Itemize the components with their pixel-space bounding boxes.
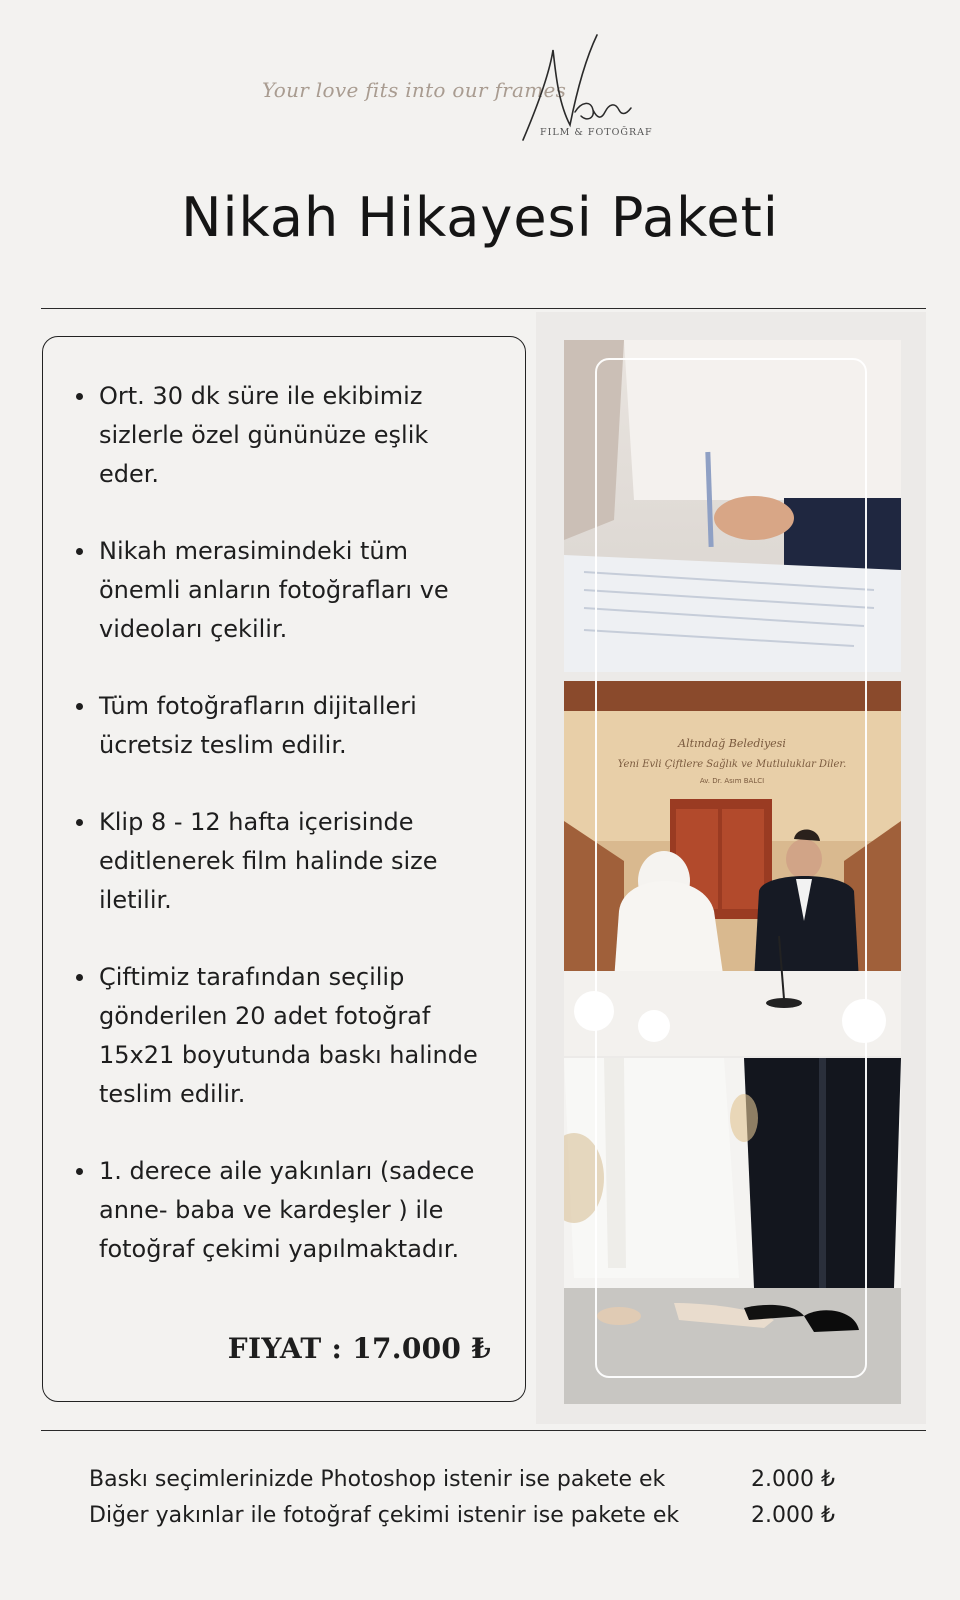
hall-sign-text: Yeni Evli Çiftlere Sağlık ve Mutluluklar Diler. <box>617 759 847 770</box>
addon-row <box>89 1462 889 1498</box>
bullet-icon <box>76 1168 83 1175</box>
addon-description: Diğer yakınlar ile fotoğraf çekimi istenir ise pakete ek <box>89 1503 680 1528</box>
feature-text: Tüm fotoğrafların dijitalleri ücretsiz teslim edilir. <box>99 692 417 759</box>
feature-text: Klip 8 - 12 hafta içerisinde editlenerek film halinde size iletilir. <box>99 808 438 914</box>
bullet-icon <box>76 393 83 400</box>
addon-price: 2.000 ₺ <box>751 1503 835 1528</box>
page-title: Nikah Hikayesi Paketi <box>181 186 779 249</box>
bullet-icon <box>76 819 83 826</box>
feature-item <box>43 803 525 920</box>
hall-sign-text: Av. Dr. Asım BALCI <box>699 777 765 785</box>
feature-item <box>43 377 525 494</box>
brand-logo-subtitle: FILM & FOTOĞRAF <box>540 127 653 138</box>
brand-tagline: Your love fits into our frames <box>262 78 567 102</box>
feature-text: Çiftimiz tarafından seçilip gönderilen 20 adet fotoğraf 15x21 boyutunda baskı halinde teslim edilir. <box>99 963 478 1108</box>
decorative-frame <box>595 358 867 1378</box>
feature-item <box>43 1152 525 1269</box>
hall-sign-text: Altındağ Belediyesi <box>678 737 786 750</box>
bullet-icon <box>76 974 83 981</box>
addon-row <box>89 1498 889 1534</box>
top-divider <box>41 308 926 309</box>
feature-item <box>43 687 525 765</box>
feature-item <box>43 532 525 649</box>
feature-list <box>43 377 525 1307</box>
feature-item <box>43 958 525 1114</box>
feature-text: Nikah merasimindeki tüm önemli anların fotoğrafları ve videoları çekilir. <box>99 537 449 643</box>
package-price: FIYAT : 17.000 ₺ <box>227 1332 491 1365</box>
feature-text: Ort. 30 dk süre ile ekibimiz sizlerle özel gününüze eşlik eder. <box>99 382 429 488</box>
package-card <box>42 336 526 1402</box>
addon-description: Baskı seçimlerinizde Photoshop istenir ise pakete ek <box>89 1467 666 1492</box>
bullet-icon <box>76 548 83 555</box>
feature-text: 1. derece aile yakınları (sadece anne- baba ve kardeşler ) ile fotoğraf çekimi yapılmaktadır. <box>99 1157 475 1263</box>
bullet-icon <box>76 703 83 710</box>
photo-strip <box>564 340 901 1404</box>
addon-price: 2.000 ₺ <box>751 1467 835 1492</box>
addon-list <box>89 1462 889 1534</box>
bottom-divider <box>41 1430 926 1431</box>
